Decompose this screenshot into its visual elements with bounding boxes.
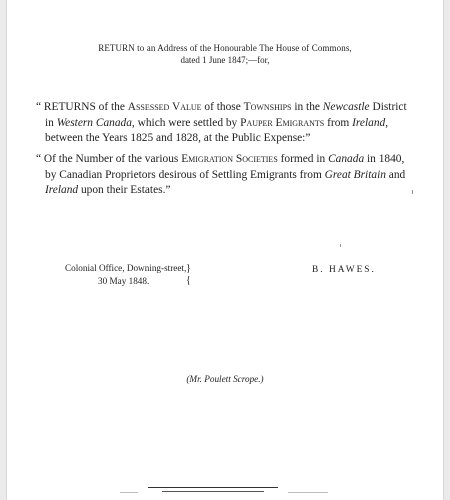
p1-western-canada: Western Canada — [56, 116, 132, 129]
p1-townships: Townships — [243, 101, 292, 113]
p1-text-1: “ RETURNS of the — [36, 101, 128, 113]
p2-text-1: “ Of the Number of the various — [36, 153, 182, 165]
p2-text-5: in 1840, by Canadian Proprietors desirous of Settling Emigrants from — [45, 153, 405, 181]
p2-canada: Canada — [328, 153, 365, 165]
p2-text-3: formed in — [277, 153, 329, 165]
return-header-line1 — [10, 43, 440, 53]
return-header-line2: dated 1 June 1847;—for, — [180, 55, 270, 65]
footer-rule-left — [120, 492, 138, 493]
paragraph-societies — [36, 152, 415, 199]
print-speck — [340, 244, 341, 247]
p1-text-7: District in — [45, 101, 407, 129]
brace-bottom: { — [186, 275, 191, 286]
signature: B. HAWES. — [312, 265, 376, 275]
office-address — [65, 262, 186, 288]
p2-text-9: upon their Estates.” — [78, 184, 171, 196]
print-speck — [412, 190, 413, 194]
p1-pauper-emigrants: Pauper Emigrants — [240, 116, 325, 129]
return-header-text: to an Address of the Honourable The House of Commons, — [134, 43, 352, 53]
p2-emigration-societies: Emigration Societies — [181, 153, 278, 165]
p1-text-3: of those — [201, 101, 244, 113]
paragraph-returns — [36, 100, 415, 147]
return-word: RETURN — [98, 43, 135, 53]
footer-rule-right — [288, 492, 328, 493]
p2-text-7: and — [385, 168, 406, 181]
p1-text-5: in the — [291, 101, 323, 113]
viewer-right-edge — [443, 0, 450, 500]
office-date: 30 May 1848. — [98, 276, 150, 286]
p1-ireland: Ireland — [352, 116, 386, 129]
footer-rule-bottom — [162, 491, 264, 492]
office-line: Colonial Office, Downing-street, — [65, 263, 187, 273]
p1-text-13: , between the Years 1825 and 1828, at the Public Expense:” — [45, 116, 389, 144]
footer-rule-top — [148, 487, 278, 488]
document-page — [10, 0, 440, 500]
viewer-left-edge — [0, 0, 7, 500]
p1-text-11: from — [324, 116, 353, 129]
p2-ireland: Ireland — [45, 184, 79, 196]
p2-great-britain: Great Britain — [324, 168, 386, 181]
mover-name: (Mr. Poulett Scrope.) — [186, 374, 264, 384]
p1-assessed-value: Assessed Value — [127, 101, 202, 113]
p1-text-9: , which were settled by — [131, 116, 241, 129]
p1-newcastle: Newcastle — [322, 101, 370, 113]
brace-top: } — [186, 263, 191, 274]
